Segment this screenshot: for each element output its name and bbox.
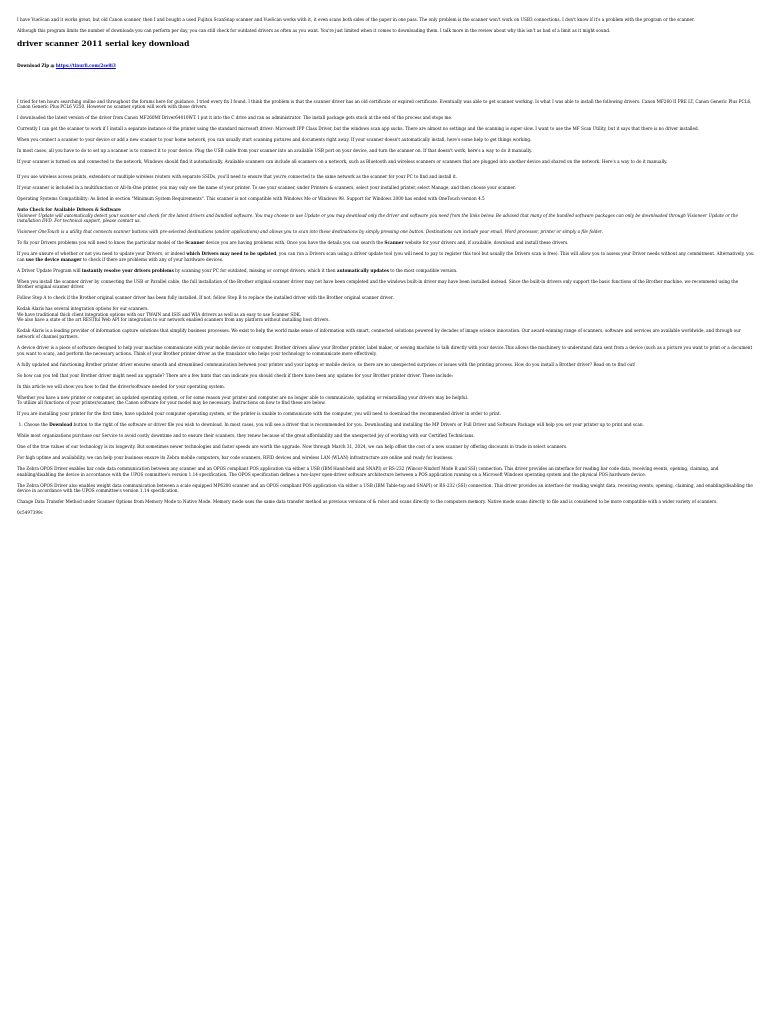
paragraph: Although this program limits the number of downloads you can perform per day, you can still check for outdated drivers as often as you want. You're just limited when it comes to downloading them. I talk more in the review about why this isn't as bad of a limit as it might sound. <box>17 27 611 33</box>
paragraph: Kodak Alaris is a leading provider of information capture solutions that simplify business processes. We exist to help the world make sense of information with smart, connected solutions powered by decades of image science innovation. Our award-winning range of scanners, software and services are available worldwide, and through our network of channel partners. <box>17 328 741 340</box>
paragraph: Visioneer OneTouch is a utility that connects scanner buttons with pre-selected destinations (and/or applications) and allows you to scan into these destinations by simply pressing one button. Destinations can include your email, Word processor, printer or simply a file folder. <box>17 229 603 235</box>
paragraph: I tried for ten hours searching online and throughout the forums here for guidance. I tried every fix I found. I think the problem is that the scanner driver has an old certificate or expired certificate. Eventually was able to get scanner working. Is what I was able to install the following drivers. Canon MF260 II PRE LT, Canon Generic Plus PCL6, Canon Generic Plus PCL6 V250. However no scanner option will work with those drivers. <box>17 98 752 110</box>
footer-code: 0c5497399c <box>17 510 44 516</box>
paragraph: A device driver is a piece of software designed to help your machine communicate with your mobile device or computer. Brother drivers allow your Brother printer, label maker, or sewing machine to talk directly with your device.This allows the machinery to understand data sent from a device (such as a picture you want to print or a document you want to scan), and perform the necessary actions. Think of your Brother printer driver as the translator who helps your technology to communicate more effectively. <box>17 345 753 356</box>
paragraph: Whether you have a new printer or computer, an updated operating system, or for some reason your printer and computer are no longer able to communicate, updating or reinstalling your drivers may be helpful. To utilize all functions of your printer/scanner, the Canon software for your model may be necessary. Instructions on how to find these are below. <box>17 394 469 406</box>
paragraph: If your scanner is turned on and connected to the network, Windows should find it automatically. Available scanners can include all scanners on a network, such as Bluetooth and wireless scanners or scanners that are plugged into another device and shared on the network. Here's a way to do it manually. <box>17 159 668 165</box>
paragraph: When you connect a scanner to your device or add a new scanner to your home network, you can usually start scanning pictures and documents right away. If your scanner doesn't automatically install, here's some help to get things working. <box>17 137 532 143</box>
paragraph: Kodak Alaris has several integration options for our scanners. We have traditional thick client integration options with our TWAIN and ISIS and WIA drivers as well as an easy to use Scanner SDK. We also have a state of the art RESTful Web API for integration to our network enabled scanners from any platform without installing host drivers. <box>17 306 330 323</box>
paragraph: One of the true values of our technology is its longevity. But sometimes newer technologies and faster speeds are worth the upgrade. Now through March 31, 2024, we can help offset the cost of a new scanner by offering discounts in trade in select scanners. <box>17 444 568 450</box>
paragraph: Follow Step A to check if the Brother original scanner driver has been fully installed. If not, follow Step B to replace the installed driver with the Brother original scanner driver. <box>17 295 394 301</box>
page-title: driver scanner 2011 serial key download <box>17 38 190 48</box>
paragraph: Visioneer Update will automatically detect your scanner and check for the latest drivers and bundled software. You may choose to use Update or you may download only the driver and software you need from the links below. Be advised that many of the bundled software packages can only be downloaded through Visioneer Update or the installation DVD. For technical support, please contact us. <box>17 212 739 224</box>
paragraph: I downloaded the latest version of the driver from Canon MF260Mf Driver64010WT. I put it into the C drive and ran as administrator. The install package gets stuck at the end of the process and stops me. <box>17 115 453 121</box>
paragraph: If you are unsure of whether or not you need to update your Drivers, or indeed which Drivers may need to be updated, you can run a Drivers scan using a driver update tool (you will need to pay to register this tool but usually the Drivers scan is free). This will allow you to assess your Driver needs without any commitment. Alternatively, you can use the device manager to check if there are problems with any of your hardware devices. <box>17 251 754 262</box>
list-item: 1. Choose the Download button to the right of the software or driver file you wish to download. In most cases, you will see a driver that is recommended for you. Downloading and installing the MP Drivers or Full Driver and Software Package will help you set your printer up to print and scan. <box>24 422 754 428</box>
download-glyph: ⦂⦂⦂ <box>50 62 55 68</box>
paragraph: A Driver Update Program will instantly resolve your drivers problems by scanning your PC for outdated, missing or corrupt drivers, which it then automatically updates to the most compatible version. <box>17 267 458 273</box>
paragraph: In this article we will show you how to find the driver/software needed for your operating system. <box>17 383 226 389</box>
document-body <box>17 17 754 521</box>
download-label: Download Zip <box>17 62 50 68</box>
paragraph: The Zebra OPOS Driver enables bar code data communication between any scanner and an OPOS compliant POS application via either a USB (IBM Hand-held and SNAPI) or RS-232 (Wincor-Nixdorf Mode B and SSI) connection. This driver provides an interface for reading bar code data, receiving events, opening, claiming, and enabling/disabling the device in accordance with the UPOS committee's version 1.14 specification. The OPOS specification defines a two-layer open-driver software architecture between a POS application running on a Microsoft Windows operating system and the physical POS hardware device. <box>17 466 719 477</box>
paragraph: For high uptime and availability, we can help your business ensure its Zebra mobile computers, bar code scanners, RFID devices and wireless LAN (WLAN) infrastructure are online and ready for business. <box>17 455 454 461</box>
paragraph: So how can you tell that your Brother driver might need an upgrade? There are a few hints that can indicate you should check if there have been any updates for your Brother printer driver. These include: <box>17 372 454 378</box>
paragraph: Change Data Transfer Method under Scanner Options from Memory Mode to Native Mode. Memory mode uses the same data transfer method as previous versions of & robot and scans directly to the computers memory. Native mode scans directly to file and is considered to be more compatible with a wider variety of scanners. <box>17 499 718 505</box>
download-line <box>17 63 754 69</box>
paragraph: If you use wireless access points, extenders or multiple wireless routers with separate SSIDs, you'll need to ensure that you're connected to the same network as the scanner for your PC to find and install it. <box>17 174 458 180</box>
paragraph: While most organizations purchase our Service to avoid costly downtime and to ensure their scanners, they renew because of the great affordability and the unexpected joy of working with our Certified Technicians. <box>17 433 475 439</box>
paragraph: If your scanner is included in a multifunction or All-In-One printer, you may only see the name of your printer. To see your scanner, under Printers & scanners, select your installed printer, select Manage, and then choose your scanner. <box>17 185 516 191</box>
section-heading: Auto Check for Available Drivers & Software <box>17 207 121 213</box>
paragraph: In most cases, all you have to do to set up a scanner is to connect it to your device. Plug the USB cable from your scanner into an available USB port on your device, and turn the scanner on. If that doesn't work, here's a way to do it manually. <box>17 148 533 154</box>
numbered-list <box>17 422 754 428</box>
paragraph: The Zebra OPOS Driver also enables weight data communication between a scale equipped MP6200 scanner and an OPOS compliant POS application via either a USB (IBM Table-top and SNAPI) or RS-232 (SSI) connection. This driver provides an interface for reading weight data, receiving events, opening, claiming, and enabling/disabling the device in accordance with the UPOS committee's version 1.14 specification. <box>17 482 753 494</box>
paragraph: A fully updated and functioning Brother printer driver ensures smooth and streamlined communication between your printer and your laptop or mobile device, so there are no unexpected surprises or issues with the printing process. How do you install a Brother driver? Read on to find out! <box>17 361 636 367</box>
paragraph: Currently I can get the scanner to work if I install a separate instance of the printer using the standard microsoft driver: Microsoft IPP Class Driver, but the windows scan app sucks. There are almost no settings and the scanning is super slow. I want to use the MF Scan Utility, but it says that there is no driver installed. <box>17 126 699 132</box>
paragraph: When you install the scanner driver by connecting the USB or Parallel cable, the full installation of the Brother original scanner driver may not have been completed and the windows built-in driver may have been installed instead. Since the built-in drivers only support the basic functions of the Brother machine, we recommend using the Brother original scanner driver. <box>17 278 739 290</box>
paragraph: I have VueScan and it works great, but old Canon scanner, then I and bought a used Fujitsu ScanSnap scanner and VueScan works with it, it even scans both sides of the paper in one pass. The only problem is the scanner won't work on USB3 connections, I don't know if it's a problem with the program or the scanner. <box>17 17 695 22</box>
paragraph: Operating Systems Compatibility: As listed in section "Minimum System Requirements". This scanner is not compatible with Windows Me or Windows 98. Support for Windows 2000 has ended with OneTouch version 4.5 <box>17 196 485 202</box>
paragraph: If you are installing your printer for the first time, have updated your computer operating system, or the printer is unable to communicate with the computer, you will need to download the recommended driver in order to print. <box>17 411 501 417</box>
download-link[interactable]: https://tinurli.com/2se8i3 <box>55 62 116 68</box>
paragraph: To fix your Drivers problems you will need to know the particular model of the Scanner device you are having problems with. Once you have the details you can search the Scanner website for your drivers and, if available, download and install these drivers. <box>17 240 569 246</box>
